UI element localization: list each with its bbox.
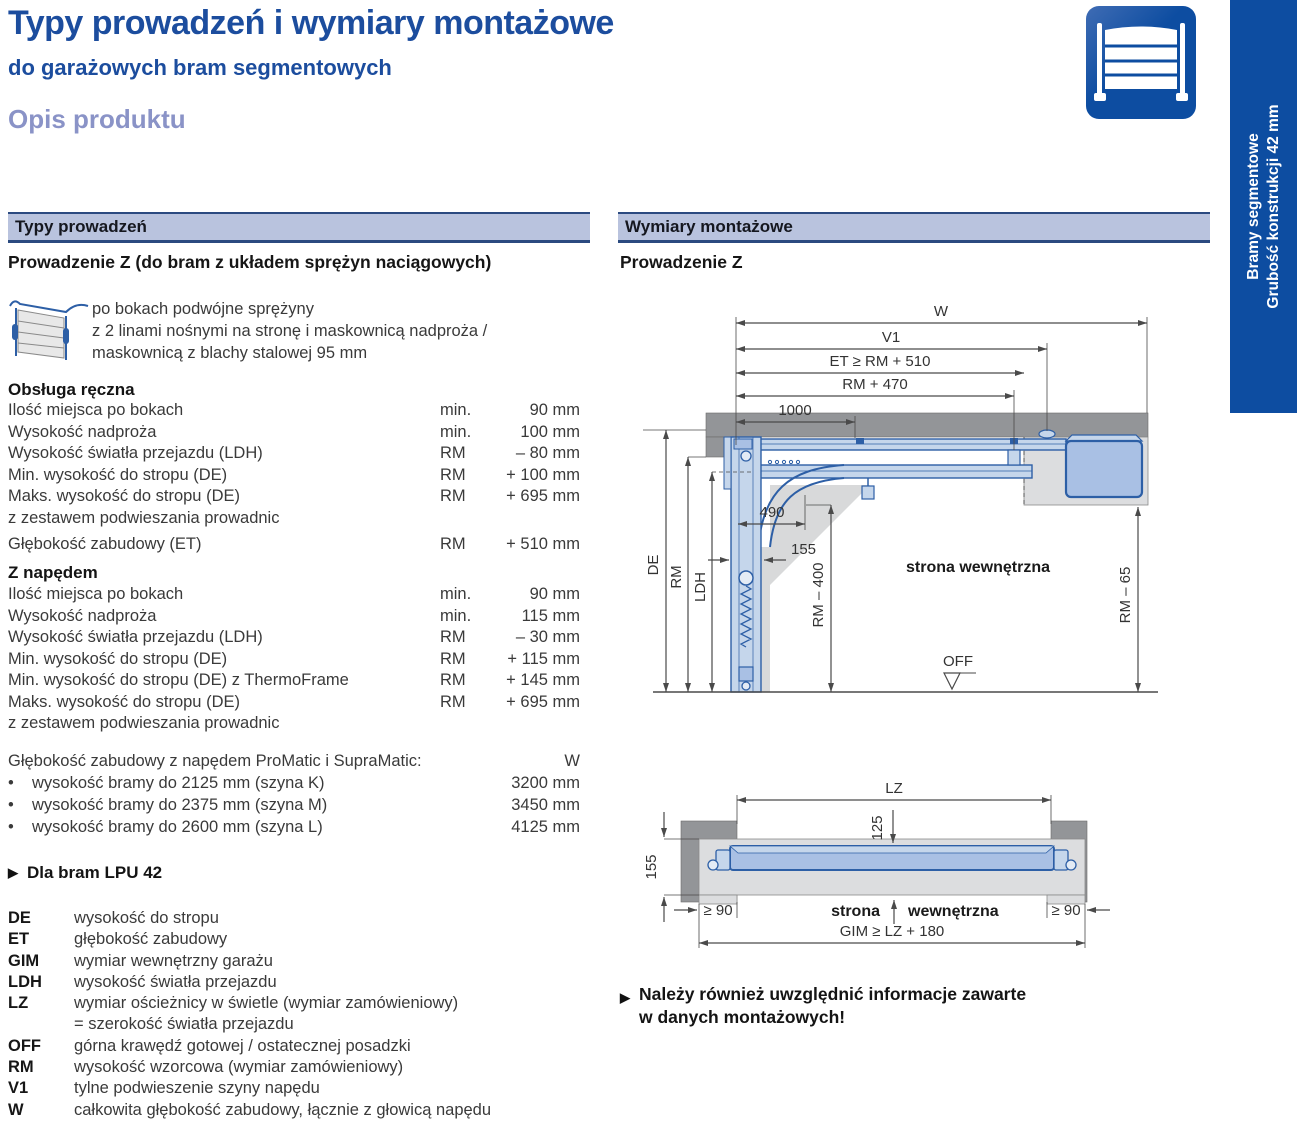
vertical-track	[731, 437, 761, 692]
track-type-z-icon	[6, 296, 90, 368]
dim-155: 155	[791, 541, 817, 558]
table-row: Min. wysokość do stropu (DE) RM + 100 mm	[8, 465, 580, 484]
table-row: Wysokość światła przejazdu (LDH) RM – 80 mm	[8, 444, 580, 462]
dim-w: W	[933, 303, 949, 320]
inside-label-right: wewnętrzna	[908, 903, 999, 920]
track-type-description	[92, 298, 487, 364]
abbreviation-legend	[8, 908, 580, 1121]
legend-row: GIM wymiar wewnętrzny garażu	[8, 951, 273, 970]
legend-row: ET głębokość zabudowy	[8, 930, 228, 949]
right-section-bar	[618, 212, 1210, 243]
dim-de: DE	[645, 554, 662, 576]
manual-table-title: Obsługa ręczna	[8, 380, 135, 399]
table-row: Głębokość zabudowy (ET) RM + 510 mm	[8, 535, 580, 553]
dim-ldh: LDH	[692, 571, 709, 603]
floor-level-icon	[944, 673, 960, 689]
inside-label: strona wewnętrzna	[905, 559, 1051, 576]
legend-row: LDH wysokość światła przejazdu	[8, 972, 277, 991]
manual-table	[8, 401, 580, 557]
dim-155-plan: 155	[643, 854, 660, 880]
chapter-tab-text	[1230, 0, 1297, 413]
depth-row: • wysokość bramy do 2375 mm (szyna M) 3450 mm	[8, 796, 580, 818]
dim-rm470: RM + 470	[842, 376, 908, 393]
chapter-tab-line2: Grubość konstrukcji 42 mm	[1264, 104, 1282, 309]
dim-rm65: RM – 65	[1117, 566, 1134, 624]
table-row: Maks. wysokość do stropu (DE) RM + 695 mm	[8, 487, 580, 505]
bullet-icon: •	[8, 796, 14, 814]
table-row: Maks. wysokość do stropu (DE) RM + 695 mm	[8, 692, 580, 711]
table-row: Ilość miejsca po bokach min. 90 mm	[8, 585, 580, 603]
lpu-note: ▶ Dla bram LPU 42	[8, 863, 163, 882]
table-row: Min. wysokość do stropu (DE) RM + 115 mm	[8, 649, 580, 668]
dim-v1: V1	[881, 329, 901, 346]
operator-head	[1066, 441, 1142, 497]
left-subheader: Prowadzenie Z (do bram z układem sprężyn naciągowych)	[8, 252, 492, 272]
page-subtitle: do garażowych bram segmentowych	[8, 55, 392, 80]
depth-row: • wysokość bramy do 2125 mm (szyna K) 3200 mm	[8, 774, 580, 796]
chapter-tab-line1: Bramy segmentowe	[1244, 133, 1262, 280]
legend-row: V1 tylne podwieszenie szyny napędu	[8, 1079, 320, 1098]
depth-row: • wysokość bramy do 2600 mm (szyna L) 4125 mm	[8, 818, 580, 840]
drive-table	[8, 585, 580, 736]
ceiling	[706, 413, 1148, 437]
plan-view-diagram	[618, 758, 1208, 968]
dim-ge90-right: ≥ 90	[1051, 902, 1081, 919]
spring-top	[739, 571, 753, 585]
dim-rm400: RM – 400	[810, 562, 827, 628]
right-section-title: Wymiary montażowe	[625, 217, 793, 236]
depth-header-row: Głębokość zabudowy z napędem ProMatic i SupraMatic: W	[8, 752, 580, 770]
off-label: OFF	[943, 653, 973, 670]
left-section-title: Typy prowadzeń	[15, 217, 147, 236]
chapter-tab	[1230, 0, 1297, 413]
dim-1000: 1000	[778, 402, 812, 419]
right-subheader: Prowadzenie Z	[620, 252, 743, 272]
section-title: Opis produktu	[8, 104, 186, 134]
drive-table-title: Z napędem	[8, 563, 98, 582]
sectional-door-icon	[1085, 5, 1197, 120]
dim-lz: LZ	[885, 780, 903, 797]
table-row: z zestawem podwieszania prowadnic	[8, 714, 280, 732]
dim-et: ET ≥ RM + 510	[829, 353, 931, 370]
table-row: Wysokość nadproża min. 100 mm	[8, 422, 580, 441]
dim-125: 125	[869, 815, 886, 841]
operator-depth-block	[8, 752, 580, 840]
pointer-triangle-icon: ▶	[620, 990, 630, 1005]
legend-row: W całkowita głębokość zabudowy, łącznie z głowicą napędu	[8, 1100, 492, 1119]
legend-row: OFF górna krawędź gotowej / ostatecznej posadzki	[8, 1036, 411, 1055]
pointer-triangle-icon: ▶	[8, 865, 18, 880]
dim-490: 490	[759, 504, 785, 521]
side-view-diagram	[618, 295, 1208, 715]
table-row: Wysokość nadproża min. 115 mm	[8, 606, 580, 625]
bullet-icon: •	[8, 774, 14, 792]
dim-gim: GIM ≥ LZ + 180	[839, 923, 945, 940]
intro-line: po bokach podwójne sprężyny	[92, 300, 314, 318]
inside-label-left: strona	[831, 903, 880, 920]
dim-ge90-left: ≥ 90	[703, 902, 733, 919]
page-title: Typy prowadzeń i wymiary montażowe	[8, 4, 614, 42]
installation-note: ▶ Należy również uwzględnić informacje zawarte w danych montażowych!	[620, 984, 1027, 1027]
legend-row: RM wysokość wzorcowa (wymiar zamówieniowy)	[8, 1058, 404, 1077]
table-row: Min. wysokość do stropu (DE) z ThermoFrame RM + 145 mm	[8, 671, 580, 689]
intro-line: z 2 linami nośnymi na stronę i maskownicą nadproża /	[92, 322, 488, 340]
intro-line: maskownicą z blachy stalowej 95 mm	[92, 344, 368, 362]
left-section-bar	[8, 212, 590, 243]
bullet-icon: •	[8, 818, 14, 836]
rear-suspension	[1039, 430, 1055, 438]
table-row: z zestawem podwieszania prowadnic	[8, 508, 280, 527]
table-row: Ilość miejsca po bokach min. 90 mm	[8, 401, 580, 419]
dim-rm: RM	[668, 565, 685, 589]
table-row: Wysokość światła przejazdu (LDH) RM – 30 mm	[8, 628, 580, 646]
legend-row: DE wysokość do stropu	[8, 909, 219, 927]
legend-row: LZ wymiar ościeżnicy w świetle (wymiar zamówieniowy) = szerokość światła przejazdu	[8, 994, 459, 1034]
